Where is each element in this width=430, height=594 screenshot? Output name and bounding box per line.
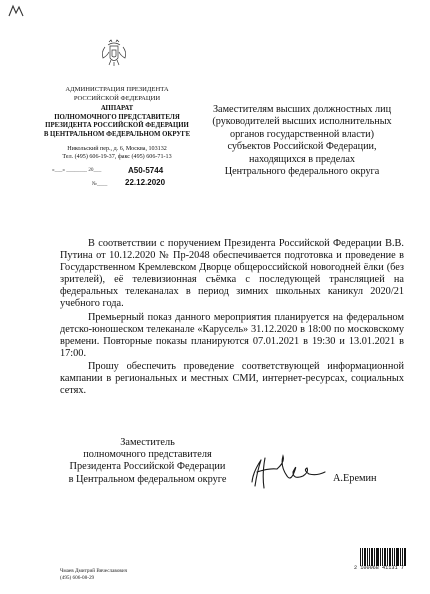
body-paragraph: В соответствии с поручением Президента Российской Федерации В.В. Путина от 10.12.2020 № Пр-2048 обеспечивается подготовка и проведение в Государственном Кремлевском Дворце общероссийской новогодней ёлки (без зрителей), её телевизионная съёмка с последующей трансляцией на федеральных телеканалах в период зимних школьных каникул 2020/21 учебного года. [60,238,404,310]
sender-address: Никольский пер., д. 6, Москва, 103132 [67,145,167,152]
sender-phones: Тел. (495) 606-19-37, факс (495) 606-71-13 [62,154,172,161]
sender-header [42,86,192,162]
signatory-title-line: в Центральном федеральном округе [68,473,227,485]
header-line: АДМИНИСТРАЦИЯ ПРЕЗИДЕНТА [65,86,169,93]
barcode-number: 2 100068 41131 7 [354,565,404,571]
signatory-title-line: полномочного представителя [83,449,212,461]
number-field: №____ [92,181,108,187]
header-line: ПОЛНОМОЧНОГО ПРЕДСТАВИТЕЛЯ [54,113,180,121]
date-field: «___» ________ 20___ [52,167,102,173]
header-line: АППАРАТ [100,105,134,113]
registration-date: 22.12.2020 [125,178,166,187]
signatory-title [60,437,235,486]
addressee-line: субъектов Российской Федерации, [227,141,377,153]
addressee-line: Заместителям высших должностных лиц [212,104,392,115]
signatory-name: А.Еремин [333,473,377,484]
addressee-line: Центрального федерального округа [224,166,380,178]
signatory-title-line: Президента Российской Федерации [69,461,226,473]
handwritten-signature [247,452,333,494]
signatory-title-line: Заместитель [120,437,175,448]
executor-info [60,568,127,581]
russian-coat-of-arms-icon [99,38,129,68]
body-paragraph: Премьерный показ данного мероприятия планируется на федеральном детско-юношеском телеканале «Карусель» 31.12.2020 в 18:00 по московскому времени. Повторные показы планируются 07.01.2021 в 19:30 и 13.01.2021 в 17:00. [60,311,404,359]
registration-number: А50-5744 [128,166,164,175]
corner-mark-icon [8,4,24,18]
executor-name: Чмаев Дмитрий Вячеславович [60,568,128,574]
addressee-block [188,104,416,178]
body-paragraph: Прошу обеспечить проведение соответствующей информационной кампании в региональных и местных СМИ, интернет-ресурсах, социальных сетях. [60,360,404,397]
barcode [360,548,406,566]
addressee-line: находящихся в пределах [249,153,355,165]
header-line: РОССИЙСКОЙ ФЕДЕРАЦИИ [73,94,161,102]
header-line: ПРЕЗИДЕНТА РОССИЙСКОЙ ФЕДЕРАЦИИ [45,122,189,130]
executor-phone: (495) 606-08-29 [60,574,95,581]
letter-body [60,238,404,398]
addressee-line: органов государственной власти) [229,128,375,140]
addressee-line: (руководителей высших исполнительных [212,116,392,128]
header-line: В ЦЕНТРАЛЬНОМ ФЕДЕРАЛЬНОМ ОКРУГЕ [43,130,191,138]
